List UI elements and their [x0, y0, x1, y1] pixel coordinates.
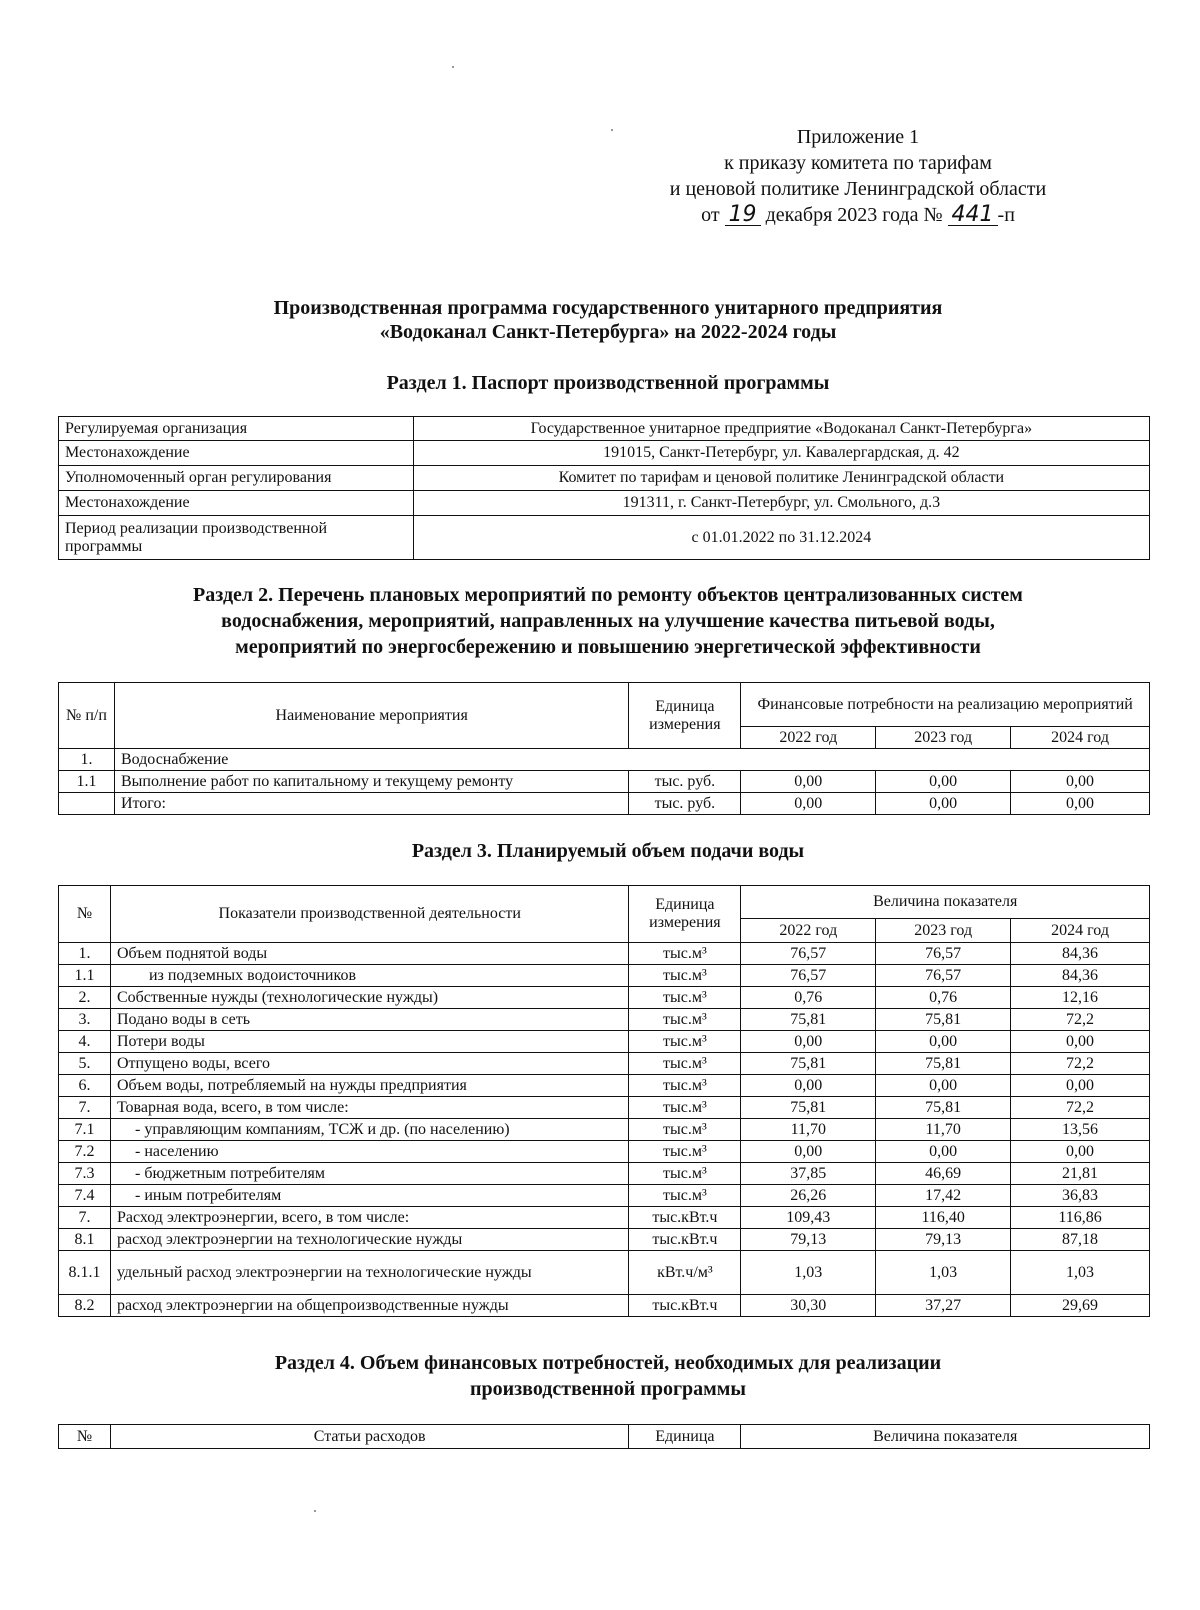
row-2024: 72,2 — [1011, 1097, 1150, 1119]
row-unit: тыс.кВт.ч — [629, 1207, 741, 1229]
row-num: 8.1.1 — [59, 1251, 111, 1295]
row-2024: 84,36 — [1011, 943, 1150, 965]
annex-date-mid: декабря 2023 года № — [765, 204, 943, 226]
row-2024: 116,86 — [1011, 1207, 1150, 1229]
row-2022: 11,70 — [741, 1119, 876, 1141]
table-row — [59, 1053, 1150, 1075]
row-name: из подземных водоисточников — [110, 965, 628, 987]
row-2023: 76,57 — [876, 965, 1011, 987]
passport-value: Комитет по тарифам и ценовой политике Ленинградской области — [413, 466, 1149, 491]
row-num: 7.4 — [59, 1185, 111, 1207]
document-title-line-2: «Водоканал Санкт-Петербурга» на 2022-2024 годы — [379, 321, 837, 343]
financial-needs-table — [58, 1424, 1150, 1449]
section-2-heading-line-1: Раздел 2. Перечень плановых мероприятий по ремонту объектов централизованных систем — [193, 584, 1023, 606]
row-name: Отпущено воды, всего — [110, 1053, 628, 1075]
row-2024: 36,83 — [1011, 1185, 1150, 1207]
row-2022: 0,00 — [741, 1141, 876, 1163]
row-2022: 79,13 — [741, 1229, 876, 1251]
header-2024: 2024 год — [1011, 727, 1150, 749]
row-2023: 37,27 — [876, 1295, 1011, 1317]
row-2023: 76,57 — [876, 943, 1011, 965]
table-row — [59, 749, 1150, 771]
row-2022: 109,43 — [741, 1207, 876, 1229]
row-unit: тыс.кВт.ч — [629, 1229, 741, 1251]
table-row — [59, 987, 1150, 1009]
row-num: 1.1 — [59, 771, 115, 793]
row-name: Итого: — [114, 793, 628, 815]
table-row — [59, 943, 1150, 965]
scan-speck — [452, 66, 454, 68]
header-unit: Единица измерения — [629, 683, 741, 749]
annex-line-3: и ценовой политике Ленинградской области — [669, 178, 1047, 200]
header-financial-needs: Финансовые потребности на реализацию мероприятий — [741, 683, 1150, 727]
row-2022: 30,30 — [741, 1295, 876, 1317]
row-2022: 1,03 — [741, 1251, 876, 1295]
header-2022: 2022 год — [741, 919, 876, 943]
row-name: Собственные нужды (технологические нужды) — [110, 987, 628, 1009]
row-2024: 13,56 — [1011, 1119, 1150, 1141]
section-3-heading: Раздел 3. Планируемый объем подачи воды — [411, 840, 805, 862]
activities-table — [58, 682, 1150, 815]
header-2023: 2023 год — [876, 919, 1011, 943]
row-num: 8.1 — [59, 1229, 111, 1251]
passport-label: Период реализации производственной программы — [59, 516, 414, 560]
annex-number-suffix: -п — [997, 204, 1015, 226]
section-2-heading-line-3: мероприятий по энергосбережению и повышению энергетической эффективности — [235, 636, 981, 658]
row-2023: 116,40 — [876, 1207, 1011, 1229]
row-2024: 29,69 — [1011, 1295, 1150, 1317]
row-2024: 72,2 — [1011, 1053, 1150, 1075]
row-2024: 0,00 — [1011, 1031, 1150, 1053]
header-indicator-name: Показатели производственной деятельности — [110, 886, 628, 943]
row-unit: тыс.м³ — [629, 965, 741, 987]
table-row — [59, 771, 1150, 793]
row-unit: кВт.ч/м³ — [629, 1251, 741, 1295]
section-2-heading-line-2: водоснабжения, мероприятий, направленных на улучшение качества питьевой воды, — [221, 610, 995, 632]
row-2023: 0,00 — [876, 771, 1011, 793]
document-title-line-1: Производственная программа государственного унитарного предприятия — [273, 297, 943, 319]
row-2023: 17,42 — [876, 1185, 1011, 1207]
table-row — [59, 793, 1150, 815]
header-2022: 2022 год — [741, 727, 876, 749]
row-unit: тыс.м³ — [629, 1163, 741, 1185]
row-name: расход электроэнергии на технологические нужды — [110, 1229, 628, 1251]
passport-row — [59, 441, 1150, 466]
row-2023: 11,70 — [876, 1119, 1011, 1141]
header-2023: 2023 год — [876, 727, 1011, 749]
passport-row — [59, 516, 1150, 560]
row-name: Объем поднятой воды — [110, 943, 628, 965]
table-row — [59, 1207, 1150, 1229]
row-2024: 1,03 — [1011, 1251, 1150, 1295]
header-num: № — [59, 1425, 111, 1449]
row-unit: тыс.м³ — [629, 1097, 741, 1119]
row-num: 7.3 — [59, 1163, 111, 1185]
row-2022: 0,76 — [741, 987, 876, 1009]
passport-label: Регулируемая организация — [59, 417, 414, 441]
row-num: 1. — [59, 943, 111, 965]
row-2022: 26,26 — [741, 1185, 876, 1207]
passport-label: Местонахождение — [59, 441, 414, 466]
row-num: 1. — [59, 749, 115, 771]
row-2023: 79,13 — [876, 1229, 1011, 1251]
row-2023: 75,81 — [876, 1009, 1011, 1031]
row-2024: 12,16 — [1011, 987, 1150, 1009]
passport-row — [59, 466, 1150, 491]
passport-label: Уполномоченный орган регулирования — [59, 466, 414, 491]
row-2023: 0,00 — [876, 793, 1011, 815]
row-unit: тыс.м³ — [629, 943, 741, 965]
table-row — [59, 1141, 1150, 1163]
row-name: Товарная вода, всего, в том числе: — [110, 1097, 628, 1119]
row-unit: тыс.м³ — [629, 1141, 741, 1163]
row-2023: 1,03 — [876, 1251, 1011, 1295]
water-supply-table — [58, 885, 1150, 1317]
row-unit: тыс.м³ — [629, 1185, 741, 1207]
row-num: 8.2 — [59, 1295, 111, 1317]
row-unit: тыс.м³ — [629, 1119, 741, 1141]
header-2024: 2024 год — [1011, 919, 1150, 943]
row-2024: 72,2 — [1011, 1009, 1150, 1031]
annex-header — [628, 124, 1088, 228]
row-2022: 37,85 — [741, 1163, 876, 1185]
row-2023: 75,81 — [876, 1053, 1011, 1075]
table-row — [59, 1031, 1150, 1053]
row-name: Подано воды в сеть — [110, 1009, 628, 1031]
section-1-heading: Раздел 1. Паспорт производственной программы — [386, 372, 830, 394]
section-2-heading — [60, 582, 1156, 660]
annex-day-handwritten: 19 — [725, 205, 761, 226]
row-name: Водоснабжение — [114, 749, 1149, 771]
row-name: Объем воды, потребляемый на нужды предприятия — [110, 1075, 628, 1097]
passport-value: 191311, г. Санкт-Петербург, ул. Смольного, д.3 — [413, 491, 1149, 516]
row-unit: тыс. руб. — [629, 793, 741, 815]
row-2023: 46,69 — [876, 1163, 1011, 1185]
table-row — [59, 1009, 1150, 1031]
row-num: 3. — [59, 1009, 111, 1031]
table-row — [59, 1075, 1150, 1097]
header-activity-name: Наименование мероприятия — [114, 683, 628, 749]
row-num: 2. — [59, 987, 111, 1009]
row-unit: тыс.кВт.ч — [629, 1295, 741, 1317]
row-num: 5. — [59, 1053, 111, 1075]
passport-label: Местонахождение — [59, 491, 414, 516]
header-unit: Единица измерения — [629, 886, 741, 943]
row-name: - населению — [110, 1141, 628, 1163]
table-row — [59, 965, 1150, 987]
annex-line-1: Приложение 1 — [796, 126, 920, 148]
row-2022: 0,00 — [741, 793, 876, 815]
header-expense-items: Статьи расходов — [110, 1425, 628, 1449]
row-name: - управляющим компаниям, ТСЖ и др. (по населению) — [110, 1119, 628, 1141]
passport-value: 191015, Санкт-Петербург, ул. Кавалергардская, д. 42 — [413, 441, 1149, 466]
header-num: № п/п — [59, 683, 115, 749]
table-row — [59, 1163, 1150, 1185]
row-name: Потери воды — [110, 1031, 628, 1053]
row-num: 7. — [59, 1207, 111, 1229]
row-2024: 0,00 — [1011, 1141, 1150, 1163]
table-row — [59, 1295, 1150, 1317]
row-2022: 0,00 — [741, 1075, 876, 1097]
row-2024: 21,81 — [1011, 1163, 1150, 1185]
row-name: Расход электроэнергии, всего, в том числе: — [110, 1207, 628, 1229]
row-2024: 0,00 — [1011, 771, 1150, 793]
passport-value: с 01.01.2022 по 31.12.2024 — [413, 516, 1149, 560]
header-num: № — [59, 886, 111, 943]
document-title — [60, 296, 1156, 344]
row-2023: 0,00 — [876, 1075, 1011, 1097]
row-unit: тыс.м³ — [629, 1053, 741, 1075]
row-num: 1.1 — [59, 965, 111, 987]
table-row — [59, 1185, 1150, 1207]
row-unit: тыс. руб. — [629, 771, 741, 793]
passport-row — [59, 417, 1150, 441]
row-2023: 0,76 — [876, 987, 1011, 1009]
section-4-heading-line-2: производственной программы — [469, 1378, 747, 1400]
section-4-heading — [60, 1350, 1156, 1402]
row-num: 7. — [59, 1097, 111, 1119]
row-num: 6. — [59, 1075, 111, 1097]
row-2022: 76,57 — [741, 943, 876, 965]
table-row — [59, 1229, 1150, 1251]
passport-row — [59, 491, 1150, 516]
section-4-heading-line-1: Раздел 4. Объем финансовых потребностей, необходимых для реализации — [274, 1352, 942, 1374]
row-unit: тыс.м³ — [629, 987, 741, 1009]
table-row — [59, 1251, 1150, 1295]
row-2022: 0,00 — [741, 1031, 876, 1053]
annex-line-2: к приказу комитета по тарифам — [724, 152, 992, 174]
annex-number-handwritten: 441 — [948, 205, 998, 226]
water-supply-rows — [59, 943, 1150, 1317]
row-2024: 87,18 — [1011, 1229, 1150, 1251]
row-2023: 0,00 — [876, 1031, 1011, 1053]
row-2024: 84,36 — [1011, 965, 1150, 987]
row-num — [59, 793, 115, 815]
row-2022: 75,81 — [741, 1097, 876, 1119]
row-num: 4. — [59, 1031, 111, 1053]
annex-date-prefix: от — [701, 204, 720, 226]
header-indicator-value: Величина показателя — [741, 1425, 1150, 1449]
row-name: - иным потребителям — [110, 1185, 628, 1207]
annex-date-line — [628, 202, 1088, 228]
row-name: расход электроэнергии на общепроизводственные нужды — [110, 1295, 628, 1317]
row-num: 7.1 — [59, 1119, 111, 1141]
row-name: Выполнение работ по капитальному и текущему ремонту — [114, 771, 628, 793]
row-name: удельный расход электроэнергии на технологические нужды — [110, 1251, 628, 1295]
table-row — [59, 1097, 1150, 1119]
row-unit: тыс.м³ — [629, 1009, 741, 1031]
row-2023: 0,00 — [876, 1141, 1011, 1163]
row-2022: 75,81 — [741, 1053, 876, 1075]
row-2022: 0,00 — [741, 771, 876, 793]
row-2022: 75,81 — [741, 1009, 876, 1031]
row-2022: 76,57 — [741, 965, 876, 987]
header-indicator-value: Величина показателя — [741, 886, 1150, 919]
row-num: 7.2 — [59, 1141, 111, 1163]
passport-table — [58, 416, 1150, 560]
passport-value: Государственное унитарное предприятие «Водоканал Санкт-Петербурга» — [413, 417, 1149, 441]
scan-speck — [611, 129, 613, 131]
row-unit: тыс.м³ — [629, 1075, 741, 1097]
scan-speck — [314, 1510, 316, 1512]
row-2024: 0,00 — [1011, 793, 1150, 815]
table-row — [59, 1119, 1150, 1141]
row-unit: тыс.м³ — [629, 1031, 741, 1053]
row-2024: 0,00 — [1011, 1075, 1150, 1097]
row-name: - бюджетным потребителям — [110, 1163, 628, 1185]
header-unit: Единица — [629, 1425, 741, 1449]
row-2023: 75,81 — [876, 1097, 1011, 1119]
